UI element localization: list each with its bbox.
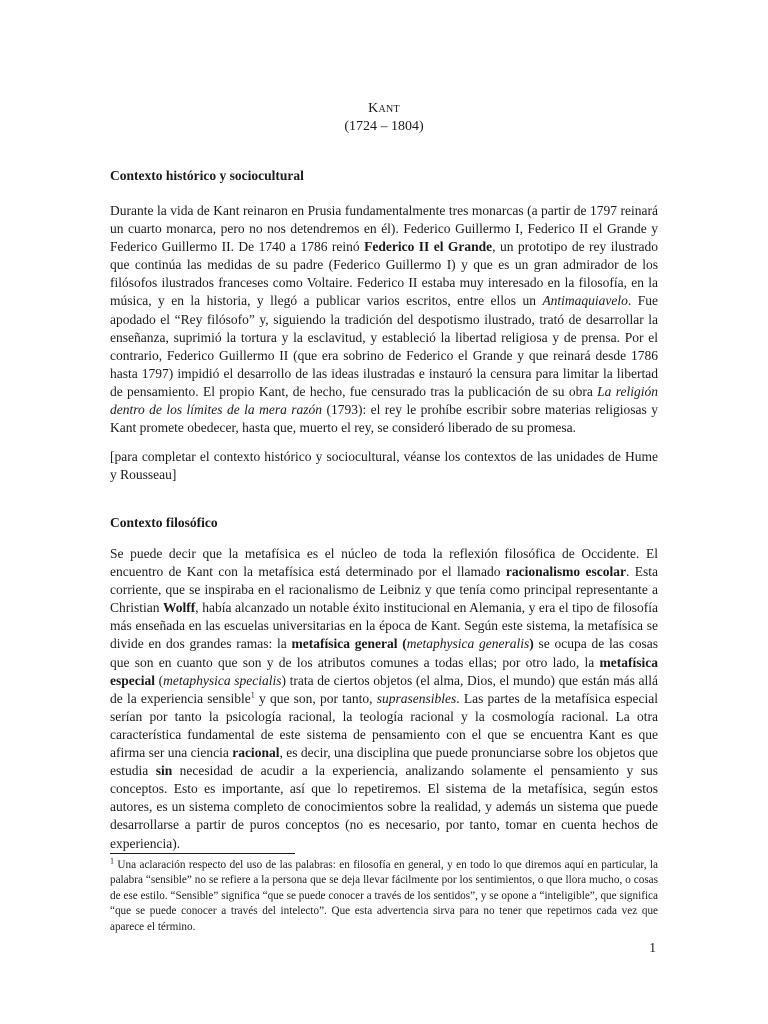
text-run: ( (155, 672, 164, 688)
footnote-divider (110, 853, 295, 854)
footnote-text: Una aclaración respecto del uso de las palabras: en filosofía en general, y en todo lo que diremos aquí en particular, la palabra “sensible” no se refiere a la persona que se deja llevar fácilmente por los sentimientos, o que llora mucho, o cosas de ese estilo. “Sensible” significa “que se puede conocer a través de los sentidos”, y se opone a “inteligible”, que significa “que se puede conocer a través del intelecto”. Que esta advertencia sirva para no tener que repetirnos cada vez que aparece el término. (110, 859, 658, 933)
footnote-reference[interactable]: 1 (250, 690, 255, 700)
italic-metaphysica-specialis: metaphysica specialis (163, 672, 282, 688)
bold-metafisica-especial: metafísica especial (110, 654, 658, 688)
italic-book-title: La religión dentro de los límites de la mera razón (110, 383, 658, 418)
bold-racionalismo-escolar: racionalismo escolar (505, 564, 626, 580)
bold-racional: racional (232, 745, 280, 761)
text-run: , había alcanzado un notable éxito institucional en Alemania, y era el tipo de filosofía más enseñada en las escuelas universitarias en la época de Kant. Según este sistema, la metafísica se divide en dos grandes ramas: la (110, 600, 658, 652)
footnote-mark: 1 (110, 856, 114, 866)
bold-sin: sin (155, 763, 173, 779)
document-title: Kant (368, 101, 400, 116)
text-run: se ocupa de las cosas que son en cuanto que son y de los atributos comunes a todas ellas; por otro lado, la (110, 636, 658, 670)
paragraph-philosophical-context (110, 545, 658, 853)
italic-antimaquiavelo: Antimaquiavelo (542, 293, 628, 309)
document-dates: (1724 – 1804) (344, 119, 424, 134)
italic-suprasensibles: suprasensibles (376, 690, 457, 706)
page-number: 1 (649, 940, 656, 955)
paragraph-see-also: [para completar el contexto histórico y sociocultural, véanse los contextos de las unidades de Hume y Rousseau] (110, 449, 658, 483)
text-run: necesidad de acudir a la experiencia, analizando solamente el pensamiento y sus conceptos. Esto es importante, así que lo repetiremos. El sistema de la metafísica, según estos autores, es un sistema completo de conocimientos sobre la realidad, y además un sistema que puede desarrollarse a partir de puros conceptos (no es necesario, por tanto, tomar en cuenta hechos de experiencia). (110, 763, 658, 851)
section-heading-philosophical-context: Contexto filosófico (110, 515, 218, 530)
text-run: Durante la vida de Kant reinaron en Prusia fundamentalmente tres monarcas (a partir de 1797 reinará un cuarto monarca, pero no nos detendremos en él). Federico Guillermo I, Federico II el Grande y Federico Guillermo II. De 1740 a 1786 reinó (110, 203, 658, 255)
footnote (110, 858, 658, 935)
bold-federico-ii: Federico II el Grande (364, 239, 493, 255)
text-run: . Fue apodado el “Rey filósofo” y, siguiendo la tradición del despotismo ilustrado, trató de desarrollar la enseñanza, suprimió la tortura y la esclavitud, y estableció la libertad religiosa y de prensa. Por el contrario, Federico Guillermo II (que era sobrino de Federico el Grande y que reinará desde 1786 hasta 1797) impidió el desarrollo de las ideas ilustradas e instauró la censura para limitar la libertad de pensamiento. El propio Kant, de hecho, fue censurado tras la publicación de su obra (110, 293, 658, 399)
text-run: . Las partes de la metafísica especial serían por tanto la psicología racional, la teología racional y la cosmología racional. La otra característica fundamental de este sistema de pensamiento con el que se encuentra Kant es que afirma ser una ciencia (110, 690, 659, 761)
text-run: , un prototipo de rey ilustrado que continúa las medidas de su padre (Federico Guillermo I) y que es un gran admirador de los filósofos ilustrados franceses como Voltaire. Federico II estaba muy interesado en la filosofía, en la música, y en la historia, y llegó a publicar varios escritos, entre ellos un (110, 239, 658, 309)
text-run: (1793): el rey le prohíbe escribir sobre materias religiosas y Kant promete obedecer, hasta que, muerto el rey, se consideró liberado de su promesa. (110, 402, 658, 436)
text-run: ) trata de ciertos objetos (el alma, Dios, el mundo) que están más allá de la experiencia sensible (110, 672, 658, 706)
text-run: Se puede decir que la metafísica es el núcleo de toda la reflexión filosófica de Occidente. El encuentro de Kant con la metafísica está determinado por el llamado (110, 546, 658, 580)
text-run: y que son, por tanto, (254, 690, 377, 706)
title-block (0, 100, 768, 136)
text-run: , es decir, una disciplina que puede pronunciarse sobre los objetos que estudia (110, 745, 658, 779)
italic-metaphysica-generalis: metaphysica generalis (406, 636, 530, 652)
bold-metafisica-general: metafísica general ( (291, 636, 407, 652)
paragraph-historical-context (110, 202, 658, 437)
section-heading-historical-context: Contexto histórico y sociocultural (110, 168, 304, 183)
bold-wolff: Wolff (163, 600, 196, 616)
bold-paren: ) (529, 636, 534, 652)
text-run: . Esta corriente, que se inspiraba en el racionalismo de Leibniz y que tenía como principal representante a Christian (110, 564, 658, 616)
